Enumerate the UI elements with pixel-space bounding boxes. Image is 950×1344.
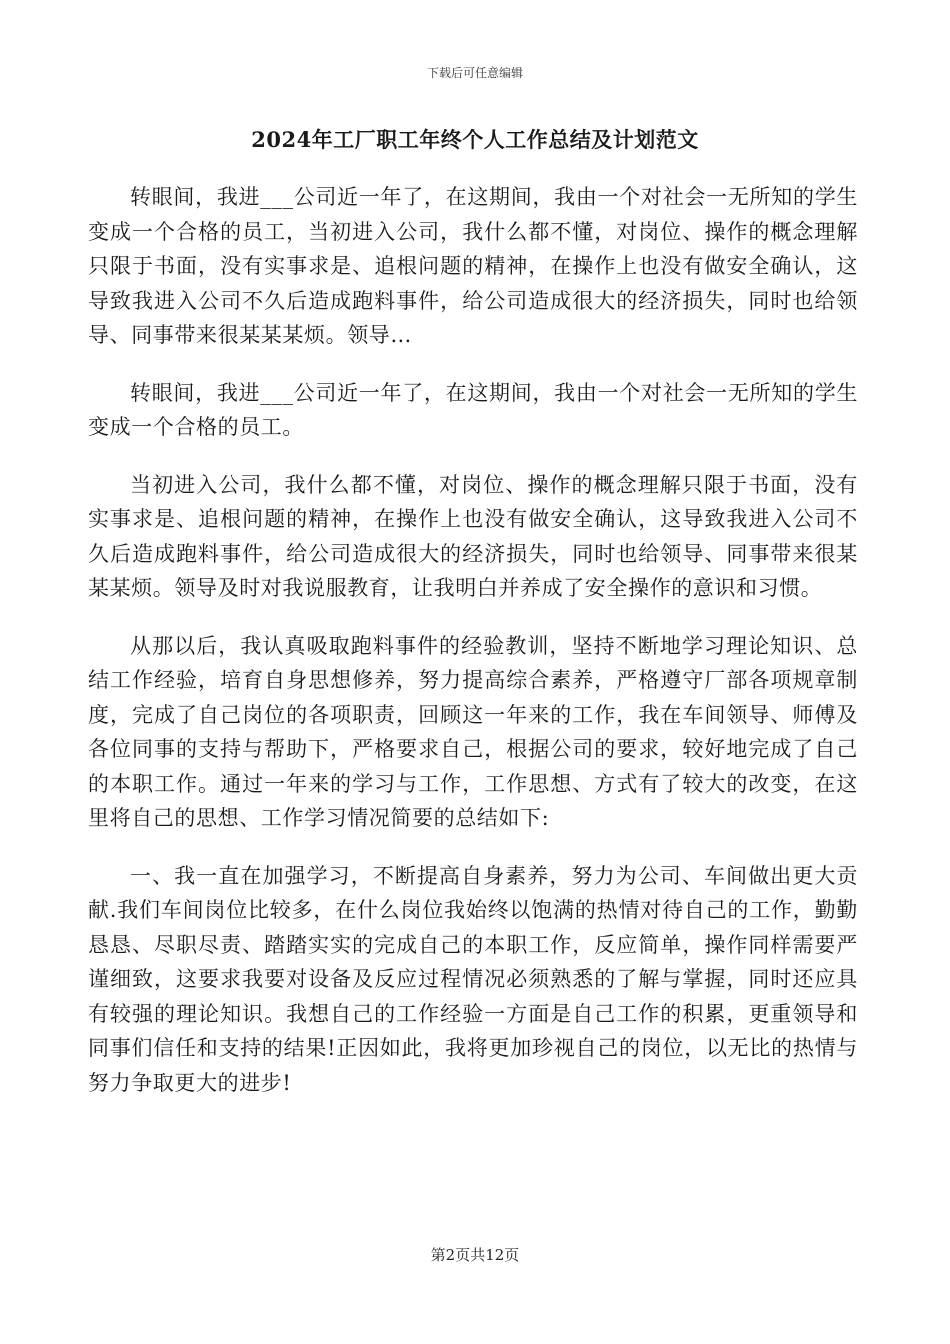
paragraph: 一、我一直在加强学习，不断提高自身素养，努力为公司、车间做出更大贡献.我们车间岗位比较多，在什么岗位我始终以饱满的热情对待自己的工作，勤勤恳恳、尽职尽责、踏踏实实的完成自己的本职工作，反应简单，操作同样需要严谨细致，这要求我要对设备及反应过程情况必须熟悉的了解与掌握，同时还应具有较强的理论知识。我想自己的工作经验一方面是自己工作的积累，更重领导和同事们信任和支持的结果!正因如此，我将更加珍视自己的岗位，以无比的热情与努力争取更大的进步! (88, 863, 858, 1095)
paragraph: 转眼间，我进___公司近一年了，在这期间，我由一个对社会一无所知的学生变成一个合格的员工，当初进入公司，我什么都不懂，对岗位、操作的概念理解只限于书面，没有实事求是、追根问题的精神，在操作上也没有做安全确认，这导致我进入公司不久后造成跑料事件，给公司造成很大的经济损失，同时也给领导、同事带来很某某某烦。领导… (88, 185, 858, 347)
page-number-footer: 第2页共12页 (430, 1246, 520, 1264)
header-note: 下载后可任意编辑 (426, 66, 523, 80)
document-body (88, 180, 858, 1123)
paragraph: 转眼间，我进___公司近一年了，在这期间，我由一个对社会一无所知的学生变成一个合格的员工。 (88, 380, 858, 439)
paragraph: 当初进入公司，我什么都不懂，对岗位、操作的概念理解只限于书面，没有实事求是、追根问题的精神，在操作上也没有做安全确认，这导致我进入公司不久后造成跑料事件，给公司造成很大的经济损失，同时也给领导、同事带来很某某某烦。领导及时对我说服教育，让我明白并养成了安全操作的意识和习惯。 (88, 472, 858, 600)
paragraph: 从那以后，我认真吸取跑料事件的经验教训，坚持不断地学习理论知识、总结工作经验，培育自身思想修养，努力提高综合素养，严格遵守厂部各项规章制度，完成了自己岗位的各项职责，回顾这一年来的工作，我在车间领导、师傅及各位同事的支持与帮助下，严格要求自己，根据公司的要求，较好地完成了自己的本职工作。通过一年来的学习与工作，工作思想、方式有了较大的改变，在这里将自己的思想、工作学习情况简要的总结如下: (88, 633, 858, 830)
document-title: 2024年工厂职工年终个人工作总结及计划范文 (251, 127, 699, 152)
